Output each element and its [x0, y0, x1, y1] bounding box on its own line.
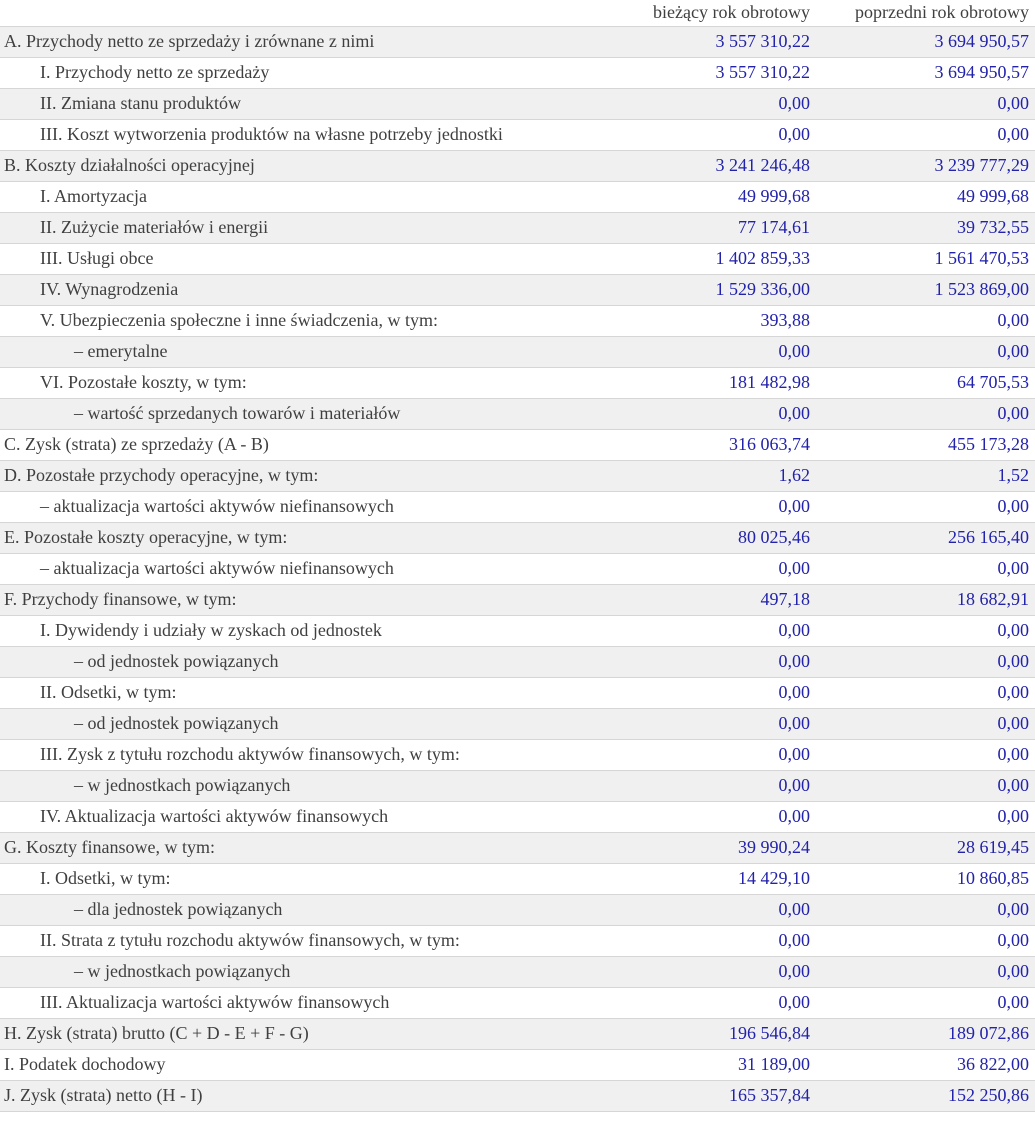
row-value-current-year: 0,00 — [778, 930, 810, 950]
table-row — [0, 616, 1035, 647]
row-value-previous-year: 0,00 — [997, 682, 1029, 702]
row-value-current-year: 0,00 — [778, 341, 810, 361]
row-value-previous-year: 1,52 — [997, 465, 1029, 485]
row-label: I. Podatek dochodowy — [4, 1054, 166, 1074]
row-value-previous-year: 3 694 950,57 — [934, 31, 1029, 51]
row-value-previous-year: 0,00 — [997, 310, 1029, 330]
table-row — [0, 430, 1035, 461]
row-value-previous-year: 0,00 — [997, 961, 1029, 981]
row-label: II. Zmiana stanu produktów — [40, 93, 241, 113]
table-row — [0, 678, 1035, 709]
table-row — [0, 802, 1035, 833]
table-row — [0, 554, 1035, 585]
row-value-previous-year: 0,00 — [997, 341, 1029, 361]
row-value-current-year: 49 999,68 — [738, 186, 810, 206]
row-value-current-year: 0,00 — [778, 744, 810, 764]
row-label: – od jednostek powiązanych — [74, 651, 279, 671]
row-label: – od jednostek powiązanych — [74, 713, 279, 733]
row-value-previous-year: 3 239 777,29 — [934, 155, 1029, 175]
row-value-current-year: 3 241 246,48 — [715, 155, 810, 175]
row-value-previous-year: 0,00 — [997, 558, 1029, 578]
table-body — [0, 27, 1035, 1112]
row-value-current-year: 0,00 — [778, 558, 810, 578]
row-value-current-year: 0,00 — [778, 124, 810, 144]
row-value-previous-year: 64 705,53 — [957, 372, 1029, 392]
row-label: J. Zysk (strata) netto (H - I) — [4, 1085, 203, 1105]
table-row — [0, 213, 1035, 244]
row-value-previous-year: 455 173,28 — [948, 434, 1029, 454]
table-row — [0, 895, 1035, 926]
row-value-previous-year: 18 682,91 — [957, 589, 1029, 609]
row-value-current-year: 0,00 — [778, 682, 810, 702]
table-row — [0, 182, 1035, 213]
row-value-current-year: 165 357,84 — [729, 1085, 810, 1105]
header-cell-previous-year: poprzedni rok obrotowy — [815, 0, 1035, 27]
row-value-previous-year: 36 822,00 — [957, 1054, 1029, 1074]
row-value-previous-year: 0,00 — [997, 992, 1029, 1012]
table-row — [0, 1019, 1035, 1050]
row-value-current-year: 0,00 — [778, 806, 810, 826]
row-label: E. Pozostałe koszty operacyjne, w tym: — [4, 527, 288, 547]
row-value-previous-year: 0,00 — [997, 930, 1029, 950]
row-value-previous-year: 0,00 — [997, 744, 1029, 764]
row-value-current-year: 39 990,24 — [738, 837, 810, 857]
row-label: I. Dywidendy i udziały w zyskach od jednostek — [40, 620, 382, 640]
row-label: C. Zysk (strata) ze sprzedaży (A - B) — [4, 434, 269, 454]
table-row — [0, 399, 1035, 430]
row-value-current-year: 316 063,74 — [729, 434, 810, 454]
row-label: – aktualizacja wartości aktywów niefinansowych — [40, 496, 394, 516]
row-value-current-year: 1,62 — [778, 465, 810, 485]
row-value-current-year: 0,00 — [778, 403, 810, 423]
row-value-current-year: 0,00 — [778, 713, 810, 733]
row-value-previous-year: 0,00 — [997, 124, 1029, 144]
table-row — [0, 523, 1035, 554]
table-row — [0, 864, 1035, 895]
table-row — [0, 1050, 1035, 1081]
row-label: III. Aktualizacja wartości aktywów finansowych — [40, 992, 390, 1012]
row-value-current-year: 3 557 310,22 — [715, 62, 810, 82]
row-label: B. Koszty działalności operacyjnej — [4, 155, 255, 175]
row-label: – wartość sprzedanych towarów i materiałów — [74, 403, 401, 423]
table-row — [0, 740, 1035, 771]
row-value-previous-year: 0,00 — [997, 651, 1029, 671]
table-row — [0, 492, 1035, 523]
row-value-previous-year: 152 250,86 — [948, 1085, 1029, 1105]
row-value-previous-year: 10 860,85 — [957, 868, 1029, 888]
row-value-previous-year: 0,00 — [997, 775, 1029, 795]
row-label: III. Usługi obce — [40, 248, 154, 268]
row-value-current-year: 0,00 — [778, 775, 810, 795]
row-label: III. Koszt wytworzenia produktów na własne potrzeby jednostki — [40, 124, 503, 144]
table-row — [0, 1081, 1035, 1112]
row-label: – w jednostkach powiązanych — [74, 775, 291, 795]
row-value-current-year: 0,00 — [778, 651, 810, 671]
table-row — [0, 461, 1035, 492]
row-label: G. Koszty finansowe, w tym: — [4, 837, 215, 857]
row-label: I. Odsetki, w tym: — [40, 868, 171, 888]
row-label: A. Przychody netto ze sprzedaży i zrównane z nimi — [4, 31, 375, 51]
table-row — [0, 151, 1035, 182]
row-value-current-year: 80 025,46 — [738, 527, 810, 547]
row-value-current-year: 497,18 — [760, 589, 810, 609]
row-label: – dla jednostek powiązanych — [74, 899, 283, 919]
table-row — [0, 306, 1035, 337]
table-row — [0, 709, 1035, 740]
row-value-current-year: 77 174,61 — [738, 217, 810, 237]
row-label: H. Zysk (strata) brutto (C + D - E + F - G) — [4, 1023, 309, 1043]
table-row — [0, 244, 1035, 275]
row-value-previous-year: 1 523 869,00 — [934, 279, 1029, 299]
row-label: I. Amortyzacja — [40, 186, 147, 206]
row-value-current-year: 3 557 310,22 — [715, 31, 810, 51]
table-header — [0, 0, 1035, 27]
table-row — [0, 120, 1035, 151]
row-label: – w jednostkach powiązanych — [74, 961, 291, 981]
row-value-current-year: 196 546,84 — [729, 1023, 810, 1043]
row-label: V. Ubezpieczenia społeczne i inne świadczenia, w tym: — [40, 310, 439, 330]
row-value-previous-year: 39 732,55 — [957, 217, 1029, 237]
row-value-current-year: 0,00 — [778, 496, 810, 516]
row-value-current-year: 0,00 — [778, 93, 810, 113]
row-label: II. Zużycie materiałów i energii — [40, 217, 269, 237]
table-row — [0, 647, 1035, 678]
row-value-previous-year: 0,00 — [997, 806, 1029, 826]
row-value-current-year: 393,88 — [760, 310, 810, 330]
table-row — [0, 275, 1035, 306]
row-label: IV. Wynagrodzenia — [40, 279, 179, 299]
table-row — [0, 771, 1035, 802]
row-label: – aktualizacja wartości aktywów niefinansowych — [40, 558, 394, 578]
row-value-previous-year: 1 561 470,53 — [934, 248, 1029, 268]
row-value-previous-year: 0,00 — [997, 620, 1029, 640]
row-label: VI. Pozostałe koszty, w tym: — [40, 372, 247, 392]
table-row — [0, 89, 1035, 120]
row-value-previous-year: 0,00 — [997, 899, 1029, 919]
row-value-current-year: 14 429,10 — [738, 868, 810, 888]
row-value-previous-year: 3 694 950,57 — [934, 62, 1029, 82]
row-value-previous-year: 256 165,40 — [948, 527, 1029, 547]
table-row — [0, 988, 1035, 1019]
row-value-current-year: 0,00 — [778, 620, 810, 640]
row-label: I. Przychody netto ze sprzedaży — [40, 62, 270, 82]
row-value-current-year: 0,00 — [778, 899, 810, 919]
row-label: III. Zysk z tytułu rozchodu aktywów finansowych, w tym: — [40, 744, 460, 764]
table-row — [0, 368, 1035, 399]
table-row — [0, 957, 1035, 988]
row-value-previous-year: 189 072,86 — [948, 1023, 1029, 1043]
header-cell-label — [0, 0, 610, 27]
row-value-current-year: 1 402 859,33 — [715, 248, 810, 268]
row-value-previous-year: 0,00 — [997, 496, 1029, 516]
table-row — [0, 585, 1035, 616]
table-row — [0, 27, 1035, 58]
row-value-previous-year: 49 999,68 — [957, 186, 1029, 206]
row-value-previous-year: 28 619,45 — [957, 837, 1029, 857]
table-row — [0, 926, 1035, 957]
row-label: – emerytalne — [74, 341, 168, 361]
row-value-current-year: 0,00 — [778, 961, 810, 981]
row-value-current-year: 181 482,98 — [729, 372, 810, 392]
row-label: II. Odsetki, w tym: — [40, 682, 177, 702]
header-row — [0, 0, 1035, 27]
row-value-current-year: 1 529 336,00 — [715, 279, 810, 299]
row-value-previous-year: 0,00 — [997, 403, 1029, 423]
row-label: II. Strata z tytułu rozchodu aktywów finansowych, w tym: — [40, 930, 460, 950]
row-label: F. Przychody finansowe, w tym: — [4, 589, 237, 609]
row-label: IV. Aktualizacja wartości aktywów finansowych — [40, 806, 389, 826]
table-row — [0, 58, 1035, 89]
table-row — [0, 833, 1035, 864]
row-value-current-year: 0,00 — [778, 992, 810, 1012]
row-value-previous-year: 0,00 — [997, 713, 1029, 733]
header-cell-current-year: bieżący rok obrotowy — [610, 0, 815, 27]
table-row — [0, 337, 1035, 368]
row-value-current-year: 31 189,00 — [738, 1054, 810, 1074]
row-label: D. Pozostałe przychody operacyjne, w tym: — [4, 465, 319, 485]
row-value-previous-year: 0,00 — [997, 93, 1029, 113]
